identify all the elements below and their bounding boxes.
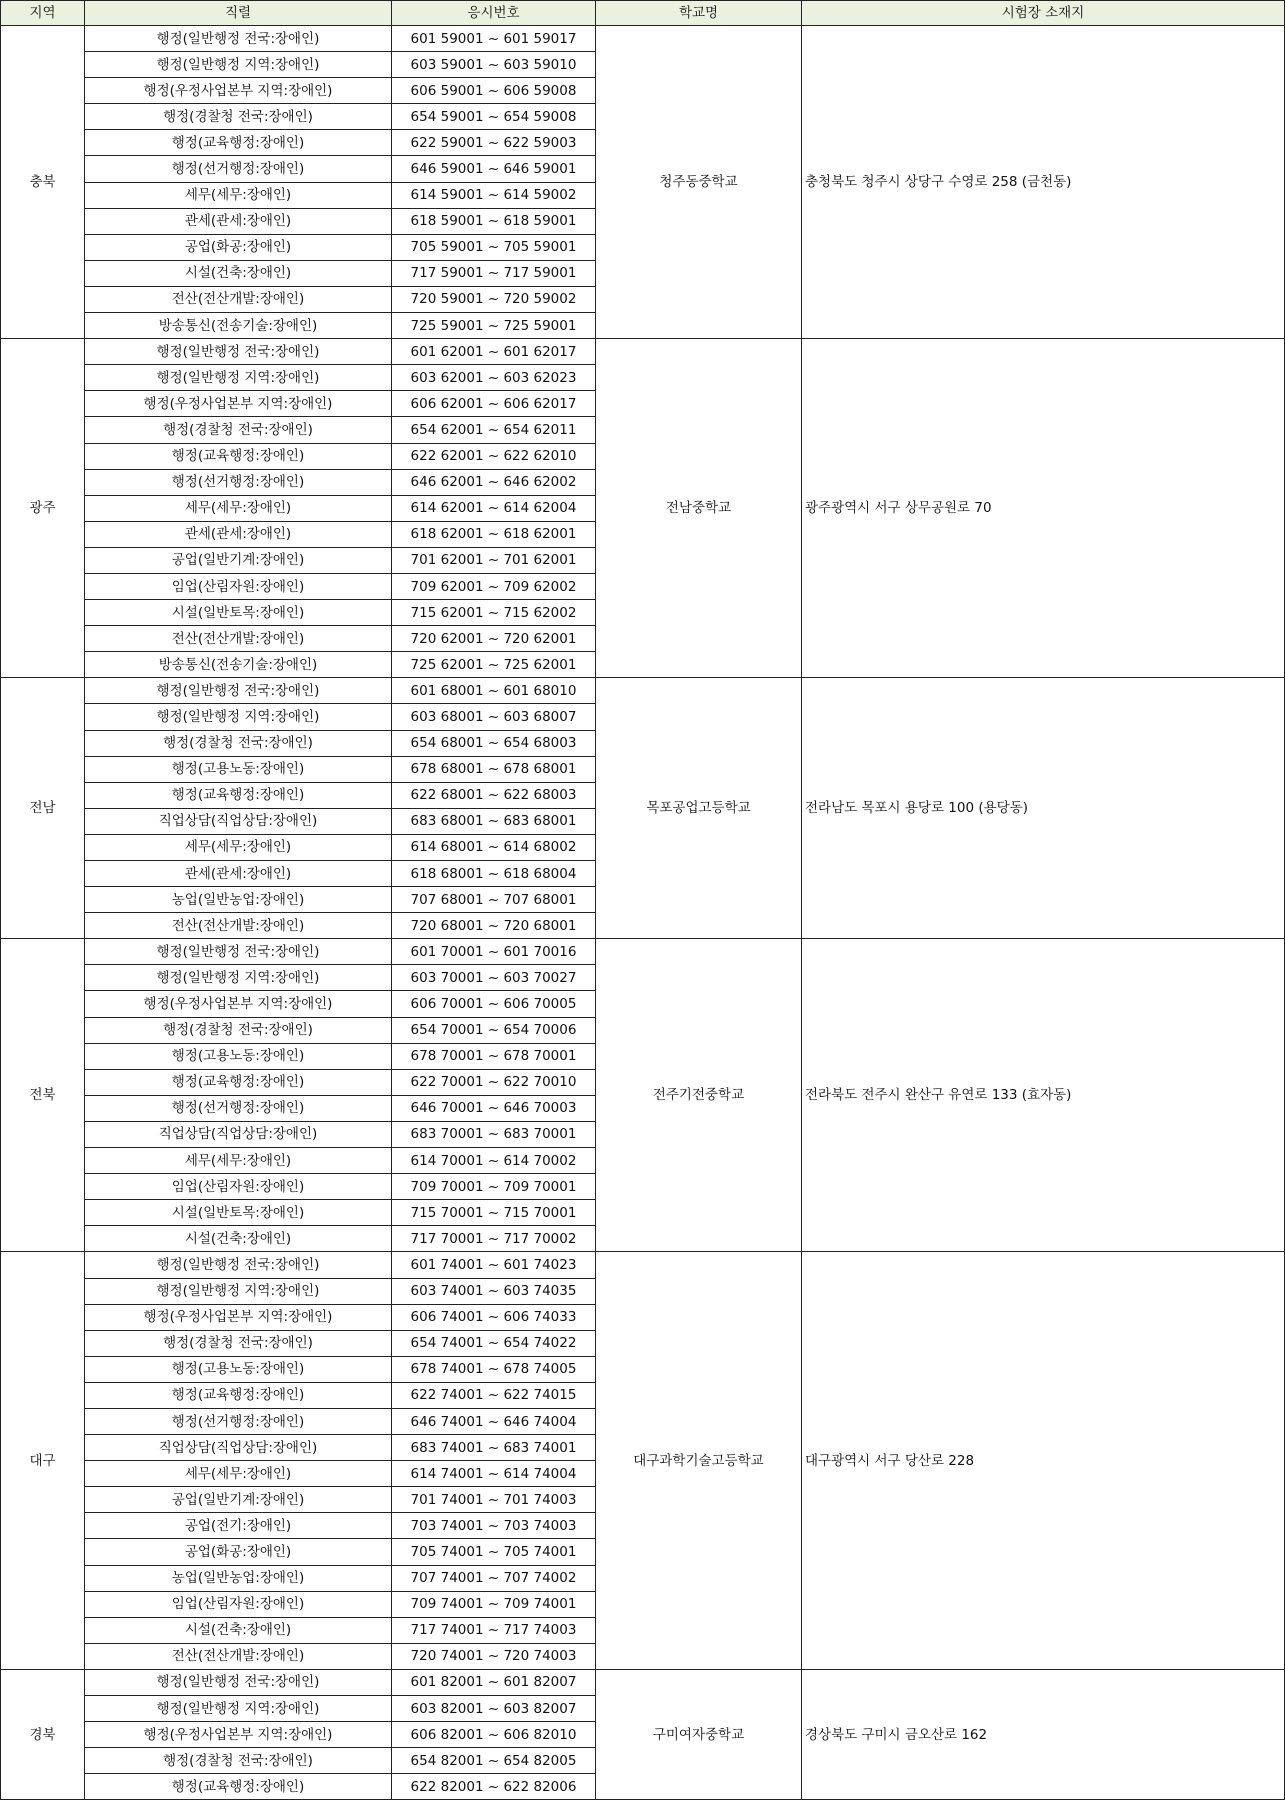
job-series-cell: 행정(우정사업본부 지역:장애인) — [85, 1722, 392, 1748]
job-series-cell: 임업(산림자원:장애인) — [85, 573, 392, 599]
exam-number-cell: 654 74001 ~ 654 74022 — [392, 1330, 596, 1356]
job-series-cell: 행정(교육행정:장애인) — [85, 1382, 392, 1408]
job-series-cell: 전산(전산개발:장애인) — [85, 1643, 392, 1669]
job-series-cell: 직업상담(직업상담:장애인) — [85, 808, 392, 834]
exam-number-cell: 683 70001 ~ 683 70001 — [392, 1121, 596, 1147]
exam-number-cell: 614 70001 ~ 614 70002 — [392, 1148, 596, 1174]
exam-number-cell: 603 68001 ~ 603 68007 — [392, 704, 596, 730]
table-row — [1, 1669, 1285, 1695]
exam-number-cell: 701 74001 ~ 701 74003 — [392, 1487, 596, 1513]
exam-number-cell: 703 74001 ~ 703 74003 — [392, 1513, 596, 1539]
venue-address-cell: 전라남도 목포시 용당로 100 (용당동) — [802, 678, 1285, 939]
job-series-cell: 전산(전산개발:장애인) — [85, 913, 392, 939]
job-series-cell: 세무(세무:장애인) — [85, 834, 392, 860]
job-series-cell: 시설(일반토목:장애인) — [85, 1200, 392, 1226]
job-series-cell: 행정(일반행정 지역:장애인) — [85, 965, 392, 991]
table-row — [1, 1252, 1285, 1278]
school-name-cell: 전주기전중학교 — [596, 939, 802, 1252]
exam-number-cell: 601 59001 ~ 601 59017 — [392, 26, 596, 52]
job-series-cell: 관세(관세:장애인) — [85, 861, 392, 887]
venue-address-cell: 충청북도 청주시 상당구 수영로 258 (금천동) — [802, 26, 1285, 339]
exam-number-cell: 683 74001 ~ 683 74001 — [392, 1435, 596, 1461]
school-name-cell: 대구과학기술고등학교 — [596, 1252, 802, 1670]
region-cell: 전북 — [1, 939, 85, 1252]
header-school-name: 학교명 — [596, 1, 802, 26]
region-cell: 전남 — [1, 678, 85, 939]
job-series-cell: 세무(세무:장애인) — [85, 1461, 392, 1487]
exam-number-cell: 603 70001 ~ 603 70027 — [392, 965, 596, 991]
job-series-cell: 시설(건축:장애인) — [85, 260, 392, 286]
region-cell: 경북 — [1, 1669, 85, 1799]
exam-number-cell: 715 62001 ~ 715 62002 — [392, 600, 596, 626]
job-series-cell: 임업(산림자원:장애인) — [85, 1174, 392, 1200]
table-row — [1, 678, 1285, 704]
header-job-series: 직렬 — [85, 1, 392, 26]
job-series-cell: 전산(전산개발:장애인) — [85, 626, 392, 652]
exam-number-cell: 646 74001 ~ 646 74004 — [392, 1408, 596, 1434]
job-series-cell: 행정(선거행정:장애인) — [85, 1095, 392, 1121]
exam-number-cell: 601 74001 ~ 601 74023 — [392, 1252, 596, 1278]
job-series-cell: 농업(일반농업:장애인) — [85, 1565, 392, 1591]
exam-number-cell: 717 70001 ~ 717 70002 — [392, 1226, 596, 1252]
job-series-cell: 행정(일반행정 전국:장애인) — [85, 1252, 392, 1278]
exam-number-cell: 646 70001 ~ 646 70003 — [392, 1095, 596, 1121]
job-series-cell: 행정(선거행정:장애인) — [85, 469, 392, 495]
table-row — [1, 339, 1285, 365]
exam-number-cell: 606 82001 ~ 606 82010 — [392, 1722, 596, 1748]
job-series-cell: 행정(경찰청 전국:장애인) — [85, 1748, 392, 1774]
exam-number-cell: 705 59001 ~ 705 59001 — [392, 234, 596, 260]
exam-number-cell: 654 62001 ~ 654 62011 — [392, 417, 596, 443]
job-series-cell: 행정(경찰청 전국:장애인) — [85, 1017, 392, 1043]
venue-address-cell: 대구광역시 서구 당산로 228 — [802, 1252, 1285, 1670]
exam-number-cell: 709 62001 ~ 709 62002 — [392, 573, 596, 599]
exam-number-cell: 725 62001 ~ 725 62001 — [392, 652, 596, 678]
job-series-cell: 행정(경찰청 전국:장애인) — [85, 417, 392, 443]
exam-number-cell: 614 74001 ~ 614 74004 — [392, 1461, 596, 1487]
exam-number-cell: 606 62001 ~ 606 62017 — [392, 391, 596, 417]
exam-number-cell: 614 59001 ~ 614 59002 — [392, 182, 596, 208]
job-series-cell: 세무(세무:장애인) — [85, 495, 392, 521]
job-series-cell: 농업(일반농업:장애인) — [85, 887, 392, 913]
job-series-cell: 행정(고용노동:장애인) — [85, 756, 392, 782]
region-cell: 대구 — [1, 1252, 85, 1670]
job-series-cell: 세무(세무:장애인) — [85, 1148, 392, 1174]
exam-number-cell: 622 62001 ~ 622 62010 — [392, 443, 596, 469]
job-series-cell: 임업(산림자원:장애인) — [85, 1591, 392, 1617]
job-series-cell: 행정(우정사업본부 지역:장애인) — [85, 1304, 392, 1330]
exam-number-cell: 705 74001 ~ 705 74001 — [392, 1539, 596, 1565]
header-exam-number: 응시번호 — [392, 1, 596, 26]
exam-number-cell: 707 68001 ~ 707 68001 — [392, 887, 596, 913]
exam-number-cell: 701 62001 ~ 701 62001 — [392, 547, 596, 573]
job-series-cell: 행정(일반행정 전국:장애인) — [85, 678, 392, 704]
exam-number-cell: 618 68001 ~ 618 68004 — [392, 861, 596, 887]
exam-number-cell: 603 59001 ~ 603 59010 — [392, 52, 596, 78]
job-series-cell: 관세(관세:장애인) — [85, 208, 392, 234]
exam-number-cell: 678 70001 ~ 678 70001 — [392, 1043, 596, 1069]
header-venue-address: 시험장 소재지 — [802, 1, 1285, 26]
exam-number-cell: 622 74001 ~ 622 74015 — [392, 1382, 596, 1408]
exam-number-cell: 622 59001 ~ 622 59003 — [392, 130, 596, 156]
job-series-cell: 공업(화공:장애인) — [85, 1539, 392, 1565]
job-series-cell: 행정(교육행정:장애인) — [85, 130, 392, 156]
exam-number-cell: 622 70001 ~ 622 70010 — [392, 1069, 596, 1095]
exam-number-cell: 614 62001 ~ 614 62004 — [392, 495, 596, 521]
exam-number-cell: 707 74001 ~ 707 74002 — [392, 1565, 596, 1591]
table-row — [1, 939, 1285, 965]
job-series-cell: 공업(일반기계:장애인) — [85, 1487, 392, 1513]
exam-number-cell: 678 68001 ~ 678 68001 — [392, 756, 596, 782]
venue-address-cell: 광주광역시 서구 상무공원로 70 — [802, 339, 1285, 678]
exam-number-cell: 606 59001 ~ 606 59008 — [392, 78, 596, 104]
exam-number-cell: 725 59001 ~ 725 59001 — [392, 313, 596, 339]
job-series-cell: 행정(일반행정 전국:장애인) — [85, 339, 392, 365]
job-series-cell: 행정(일반행정 지역:장애인) — [85, 365, 392, 391]
job-series-cell: 전산(전산개발:장애인) — [85, 286, 392, 312]
exam-number-cell: 603 82001 ~ 603 82007 — [392, 1696, 596, 1722]
job-series-cell: 행정(경찰청 전국:장애인) — [85, 1330, 392, 1356]
header-region: 지역 — [1, 1, 85, 26]
job-series-cell: 행정(교육행정:장애인) — [85, 782, 392, 808]
job-series-cell: 관세(관세:장애인) — [85, 521, 392, 547]
table-row — [1, 26, 1285, 52]
exam-number-cell: 606 70001 ~ 606 70005 — [392, 991, 596, 1017]
job-series-cell: 직업상담(직업상담:장애인) — [85, 1121, 392, 1147]
school-name-cell: 전남중학교 — [596, 339, 802, 678]
job-series-cell: 시설(건축:장애인) — [85, 1617, 392, 1643]
school-name-cell: 청주동중학교 — [596, 26, 802, 339]
exam-number-cell: 654 68001 ~ 654 68003 — [392, 730, 596, 756]
exam-number-cell: 618 62001 ~ 618 62001 — [392, 521, 596, 547]
school-name-cell: 목포공업고등학교 — [596, 678, 802, 939]
job-series-cell: 행정(일반행정 지역:장애인) — [85, 1278, 392, 1304]
venue-address-cell: 경상북도 구미시 금오산로 162 — [802, 1669, 1285, 1799]
job-series-cell: 행정(교육행정:장애인) — [85, 1774, 392, 1800]
exam-number-cell: 646 62001 ~ 646 62002 — [392, 469, 596, 495]
exam-number-cell: 720 62001 ~ 720 62001 — [392, 626, 596, 652]
exam-number-cell: 622 82001 ~ 622 82006 — [392, 1774, 596, 1800]
region-cell: 광주 — [1, 339, 85, 678]
exam-number-cell: 720 68001 ~ 720 68001 — [392, 913, 596, 939]
job-series-cell: 행정(교육행정:장애인) — [85, 1069, 392, 1095]
job-series-cell: 행정(일반행정 지역:장애인) — [85, 52, 392, 78]
job-series-cell: 행정(일반행정 전국:장애인) — [85, 1669, 392, 1695]
exam-number-cell: 601 62001 ~ 601 62017 — [392, 339, 596, 365]
exam-number-cell: 618 59001 ~ 618 59001 — [392, 208, 596, 234]
job-series-cell: 행정(일반행정 지역:장애인) — [85, 1696, 392, 1722]
job-series-cell: 공업(화공:장애인) — [85, 234, 392, 260]
job-series-cell: 행정(선거행정:장애인) — [85, 156, 392, 182]
exam-number-cell: 601 82001 ~ 601 82007 — [392, 1669, 596, 1695]
job-series-cell: 행정(우정사업본부 지역:장애인) — [85, 991, 392, 1017]
exam-number-cell: 715 70001 ~ 715 70001 — [392, 1200, 596, 1226]
job-series-cell: 직업상담(직업상담:장애인) — [85, 1435, 392, 1461]
exam-number-cell: 614 68001 ~ 614 68002 — [392, 834, 596, 860]
exam-number-cell: 622 68001 ~ 622 68003 — [392, 782, 596, 808]
exam-number-cell: 678 74001 ~ 678 74005 — [392, 1356, 596, 1382]
job-series-cell: 공업(일반기계:장애인) — [85, 547, 392, 573]
header-row — [1, 1, 1285, 26]
venue-address-cell: 전라북도 전주시 완산구 유연로 133 (효자동) — [802, 939, 1285, 1252]
job-series-cell: 방송통신(전송기술:장애인) — [85, 652, 392, 678]
exam-number-cell: 717 59001 ~ 717 59001 — [392, 260, 596, 286]
job-series-cell: 행정(우정사업본부 지역:장애인) — [85, 78, 392, 104]
job-series-cell: 행정(고용노동:장애인) — [85, 1356, 392, 1382]
exam-number-cell: 603 62001 ~ 603 62023 — [392, 365, 596, 391]
exam-number-cell: 709 70001 ~ 709 70001 — [392, 1174, 596, 1200]
job-series-cell: 행정(일반행정 지역:장애인) — [85, 704, 392, 730]
job-series-cell: 행정(교육행정:장애인) — [85, 443, 392, 469]
job-series-cell: 행정(일반행정 전국:장애인) — [85, 939, 392, 965]
exam-number-cell: 709 74001 ~ 709 74001 — [392, 1591, 596, 1617]
school-name-cell: 구미여자중학교 — [596, 1669, 802, 1799]
exam-number-cell: 654 70001 ~ 654 70006 — [392, 1017, 596, 1043]
job-series-cell: 시설(건축:장애인) — [85, 1226, 392, 1252]
region-cell: 충북 — [1, 26, 85, 339]
exam-number-cell: 720 74001 ~ 720 74003 — [392, 1643, 596, 1669]
exam-number-cell: 606 74001 ~ 606 74033 — [392, 1304, 596, 1330]
exam-number-cell: 717 74001 ~ 717 74003 — [392, 1617, 596, 1643]
job-series-cell: 행정(고용노동:장애인) — [85, 1043, 392, 1069]
exam-number-cell: 654 82001 ~ 654 82005 — [392, 1748, 596, 1774]
job-series-cell: 시설(일반토목:장애인) — [85, 600, 392, 626]
job-series-cell: 행정(경찰청 전국:장애인) — [85, 730, 392, 756]
job-series-cell: 행정(우정사업본부 지역:장애인) — [85, 391, 392, 417]
exam-number-cell: 646 59001 ~ 646 59001 — [392, 156, 596, 182]
table-body — [1, 26, 1285, 1800]
exam-number-cell: 603 74001 ~ 603 74035 — [392, 1278, 596, 1304]
job-series-cell: 행정(선거행정:장애인) — [85, 1408, 392, 1434]
exam-number-cell: 683 68001 ~ 683 68001 — [392, 808, 596, 834]
job-series-cell: 행정(경찰청 전국:장애인) — [85, 104, 392, 130]
job-series-cell: 공업(전기:장애인) — [85, 1513, 392, 1539]
job-series-cell: 방송통신(전송기술:장애인) — [85, 313, 392, 339]
job-series-cell: 행정(일반행정 전국:장애인) — [85, 26, 392, 52]
exam-number-cell: 601 68001 ~ 601 68010 — [392, 678, 596, 704]
job-series-cell: 세무(세무:장애인) — [85, 182, 392, 208]
exam-number-cell: 720 59001 ~ 720 59002 — [392, 286, 596, 312]
exam-number-cell: 654 59001 ~ 654 59008 — [392, 104, 596, 130]
exam-number-cell: 601 70001 ~ 601 70016 — [392, 939, 596, 965]
